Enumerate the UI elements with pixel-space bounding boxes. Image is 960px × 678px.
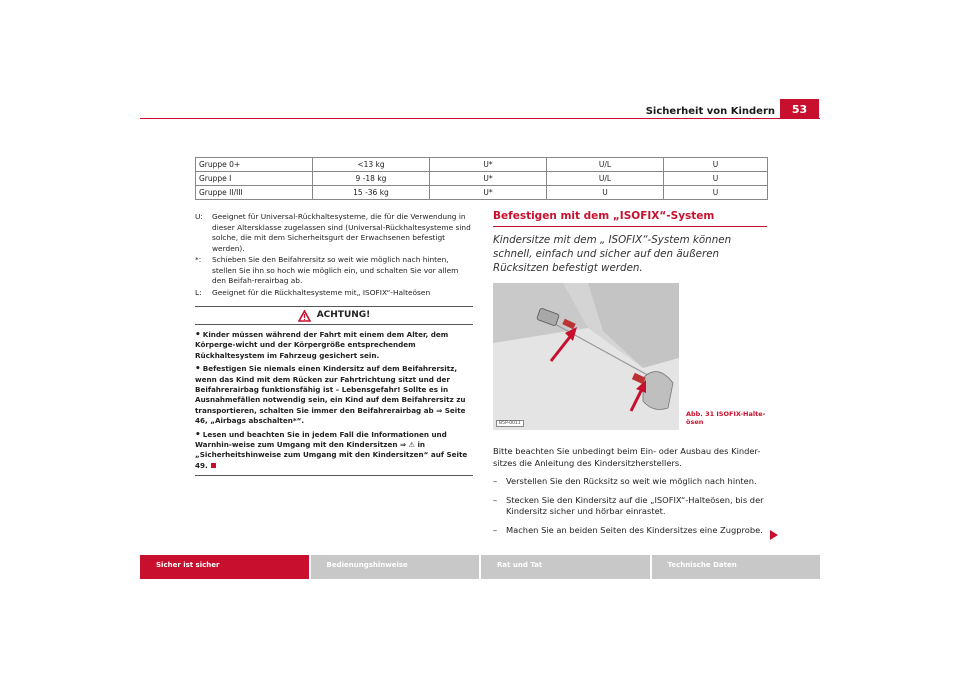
warning-item xyxy=(195,330,473,361)
bullet-icon: • xyxy=(195,330,201,340)
header-title: Sicherheit von Kindern xyxy=(645,106,775,117)
warning-header xyxy=(195,306,473,325)
isofix-illustration xyxy=(493,283,679,430)
table-cell: Gruppe II/III xyxy=(196,186,313,200)
footer-tab-rat-und-tat[interactable]: Rat und Tat xyxy=(481,555,650,579)
warning-item-text: Befestigen Sie niemals einen Kindersitz auf dem Beifahrersitz, wenn das Kind mit dem Rücken zur Fahrtrichtung sitzt und der Beifahrerairbag funktionsfähig ist – Lebensgefahr! Sollte es in Ausnahmefällen notwendig sein, ein Kind auf dem Beifahrersitz zu transportieren, schalten Sie immer den Beifahrerairbag ab ⇒ Seite 46, „Airbags abschalten*“. xyxy=(195,364,466,426)
header-rule xyxy=(140,118,820,119)
warning-body xyxy=(195,325,473,471)
note-item xyxy=(195,288,473,299)
note-text: Schieben Sie den Beifahrersitz so weit wie möglich nach hinten, stellen Sie ihn so hoch wie möglich ein, und schalten Sie vor allem den Beifah-rerairbag ab. xyxy=(212,255,459,285)
bullet-icon: • xyxy=(195,429,201,440)
table-cell: 9 -18 kg xyxy=(313,172,430,186)
instruction-step xyxy=(493,525,767,537)
table-cell: U* xyxy=(430,172,547,186)
table-cell: Gruppe 0+ xyxy=(196,158,313,172)
table-cell: U xyxy=(547,186,664,200)
table-cell: 15 -36 kg xyxy=(313,186,430,200)
isofix-figure xyxy=(493,283,679,430)
instruction-step xyxy=(493,476,767,488)
table-row xyxy=(196,158,768,172)
footer-nav xyxy=(140,555,820,579)
warning-triangle-icon xyxy=(298,310,311,322)
footer-tab-technische-daten[interactable]: Technische Daten xyxy=(652,555,821,579)
note-text: Geeignet für die Rückhaltesysteme mit„ ISOFIX“-Halteösen xyxy=(212,287,431,297)
table-cell: U* xyxy=(430,186,547,200)
legend-notes xyxy=(195,212,473,299)
figure-caption: Abb. 31 ISOFIX-Halte-ösen xyxy=(686,410,766,426)
footer-tab-bedienungshinweise[interactable]: Bedienungshinweise xyxy=(311,555,480,579)
note-key: L: xyxy=(195,287,202,297)
warning-box xyxy=(195,306,473,476)
note-key: *: xyxy=(195,255,202,264)
table-row xyxy=(196,172,768,186)
page-number: 53 xyxy=(780,99,819,119)
step-text: Stecken Sie den Kindersitz auf die „ISOFIX“-Halteösen, bis der Kindersitz sicher und hörbar einrastet. xyxy=(506,494,764,516)
step-text: Verstellen Sie den Rücksitz so weit wie möglich nach hinten. xyxy=(506,476,757,486)
table-cell: U xyxy=(664,158,768,172)
group-table xyxy=(195,157,768,200)
note-item xyxy=(195,255,473,287)
warning-bottom-rule xyxy=(195,475,473,476)
instruction-step xyxy=(493,495,767,518)
table-cell: U xyxy=(664,186,768,200)
note-item xyxy=(195,212,473,254)
warning-title: ACHTUNG! xyxy=(316,310,371,321)
note-text: Geeignet für Universal-Rückhaltesysteme, die für die Verwendung in dieser Altersklasse zugelassen sind (Universal-Rückhaltesysteme sind solche, die mit dem Sicherheitsgurt der Erwachsenen befestigt werden). xyxy=(212,212,471,253)
step-dash: – xyxy=(493,494,498,505)
step-dash: – xyxy=(493,524,498,535)
table-cell: <13 kg xyxy=(313,158,430,172)
instructions xyxy=(493,446,767,543)
warning-item xyxy=(195,364,473,426)
section-rule xyxy=(493,226,767,227)
warning-item-text: Kinder müssen während der Fahrt mit einem dem Alter, dem Körperge-wicht und der Körpergröße entsprechendem Rückhaltesystem im Fahrzeug gesichert sein. xyxy=(195,330,449,360)
step-text: Machen Sie an beiden Seiten des Kindersitzes eine Zugprobe. xyxy=(506,524,763,535)
table-row xyxy=(196,186,768,200)
note-key: U: xyxy=(195,212,203,221)
figure-code: B5P-0011 xyxy=(496,420,524,427)
warning-item xyxy=(195,430,473,472)
table-cell: U* xyxy=(430,158,547,172)
table-cell: U/L xyxy=(547,172,664,186)
section-title: Befestigen mit dem „ISOFIX“-System xyxy=(493,210,715,222)
bullet-icon: • xyxy=(195,364,201,375)
footer-tab-sicher-ist-sicher[interactable]: Sicher ist sicher xyxy=(140,555,309,579)
continue-arrow-icon xyxy=(770,530,778,540)
table-cell: U xyxy=(664,172,768,186)
step-dash: – xyxy=(493,476,498,486)
table-cell: Gruppe I xyxy=(196,172,313,186)
instruction-paragraph: Bitte beachten Sie unbedingt beim Ein- oder Ausbau des Kinder-sitzes die Anleitung des Kindersitzherstellers. xyxy=(493,446,761,468)
table-cell: U/L xyxy=(547,158,664,172)
end-marker-icon xyxy=(211,463,216,468)
section-intro: Kindersitze mit dem „ ISOFIX“-System können schnell, einfach und sicher auf den äußeren Rücksitzen befestigt werden. xyxy=(493,234,732,274)
warning-item-text: Lesen und beachten Sie in jedem Fall die Informationen und Warnhin-weise zum Umgang mit den Kindersitzen ⇒ ⚠ in „Sicherheitshinweise zum Umgang mit den Kindersitzen“ auf Seite 49. xyxy=(195,429,468,470)
